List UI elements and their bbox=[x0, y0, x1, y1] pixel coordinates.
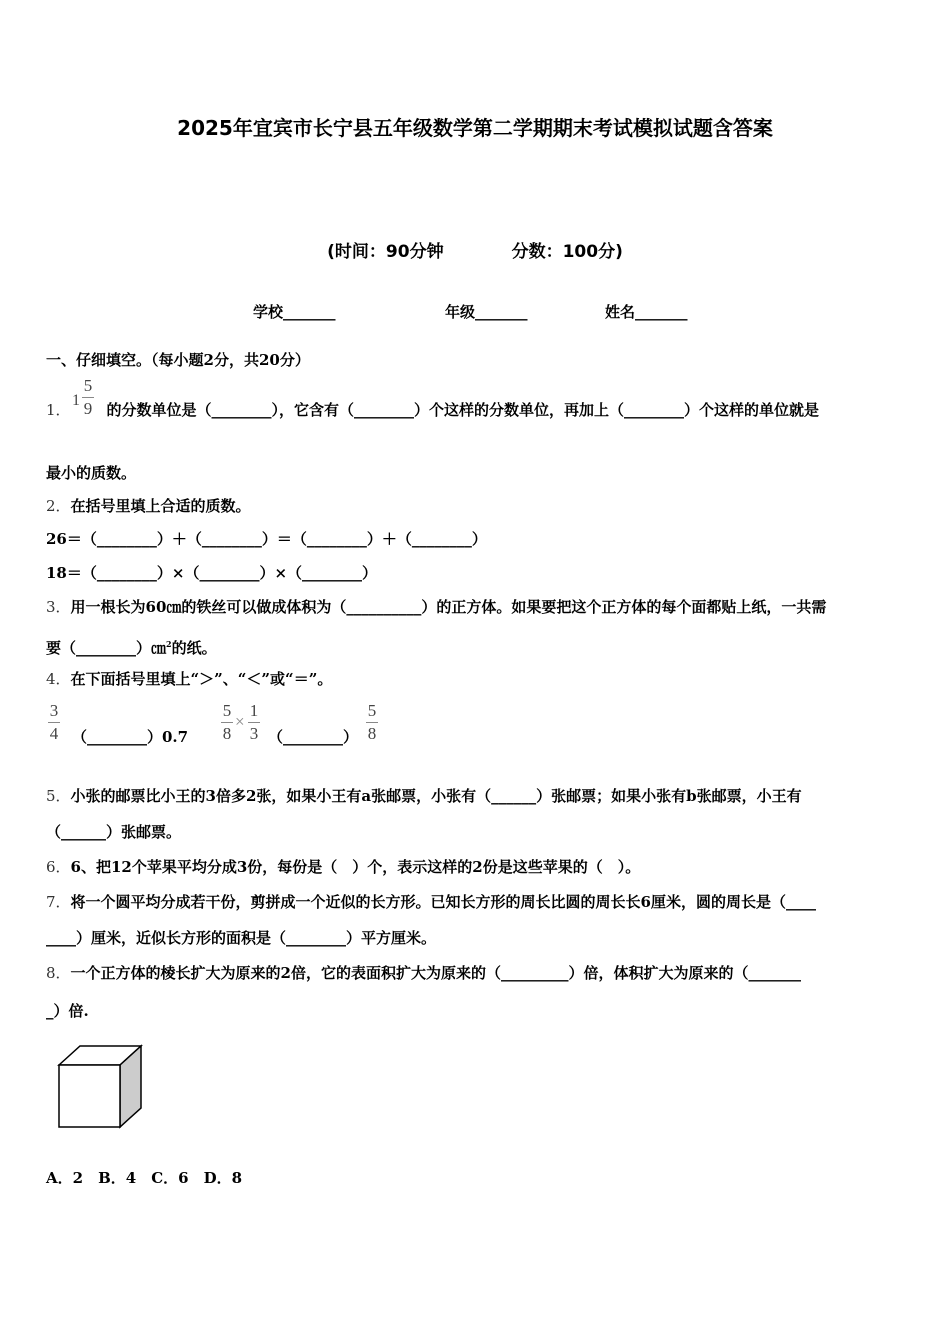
question-1 bbox=[46, 400, 819, 420]
question-5: 5．小张的邮票比小王的3倍多2张，如果小王有a张邮票，小张有（______）张邮票；如果小张有b张邮票，小王有 bbox=[46, 787, 802, 805]
question-line: 18＝（________）×（________）×（________） bbox=[46, 564, 378, 582]
question-4: 4．在下面括号里填上“＞”、“＜”或“＝”。 bbox=[46, 670, 333, 688]
question-line: _）倍. bbox=[46, 1002, 89, 1020]
compare-blank: （________）0.7 bbox=[72, 728, 189, 746]
fraction: 5 8 bbox=[367, 701, 377, 743]
question-line: 26＝（________）＋（________）＝（________）＋（________） bbox=[46, 530, 487, 548]
school-field: 学校_______ bbox=[253, 303, 336, 321]
mixed-number-fraction: 5 9 bbox=[83, 376, 93, 418]
document-title: 2025年宜宾市长宁县五年级数学第二学期期末考试模拟试题含答案 bbox=[177, 116, 773, 140]
question-2: 2．在括号里填上合适的质数。 bbox=[46, 497, 251, 515]
question-text: 的分数单位是（________），它含有（________）个这样的分数单位，再加上（________）个这样的单位就是 bbox=[106, 401, 820, 419]
question-text: 最小的质数。 bbox=[46, 464, 137, 482]
name-field: 姓名_______ bbox=[605, 303, 688, 321]
exam-subtitle: (时间：90分钟 分数：100分) bbox=[327, 242, 623, 262]
question-7: 7．将一个圆平均分成若干份，剪拼成一个近似的长方形。已知长方形的周长比圆的周长长6厘米，圆的周长是（____ bbox=[46, 893, 816, 911]
question-line: ____）厘米，近似长方形的面积是（________）平方厘米。 bbox=[46, 929, 437, 947]
section-heading: 一、仔细填空。（每小题2分，共20分） bbox=[46, 351, 310, 369]
question-8: 8．一个正方体的棱长扩大为原来的2倍，它的表面积扩大为原来的（_________）倍，体积扩大为原来的（_______ bbox=[46, 964, 801, 982]
times-sign: × bbox=[235, 712, 245, 731]
fraction: 3 4 bbox=[49, 701, 59, 743]
answer-options: A．2 B．4 C．6 D．8 bbox=[46, 1169, 243, 1187]
question-line: （______）张邮票。 bbox=[46, 823, 182, 841]
question-6: 6．6、把12个苹果平均分成3份，每份是（ ）个，表示这样的2份是这些苹果的（ ）。 bbox=[46, 858, 641, 876]
fraction: 1 3 bbox=[249, 701, 259, 743]
fraction: 5 8 bbox=[222, 701, 232, 743]
question-3: 3．用一根长为60㎝的铁丝可以做成体积为（__________）的正方体。如果要把这个正方体的每个面都贴上纸，一共需 bbox=[46, 598, 827, 616]
question-number: 1． bbox=[46, 401, 71, 419]
question-line: 要（________）㎝$^2$的纸。 bbox=[46, 639, 217, 657]
grade-field: 年级_______ bbox=[445, 303, 528, 321]
cube-figure bbox=[56, 1043, 146, 1133]
compare-blank: （________） bbox=[268, 728, 359, 746]
mixed-number-whole: 1 bbox=[72, 392, 80, 409]
